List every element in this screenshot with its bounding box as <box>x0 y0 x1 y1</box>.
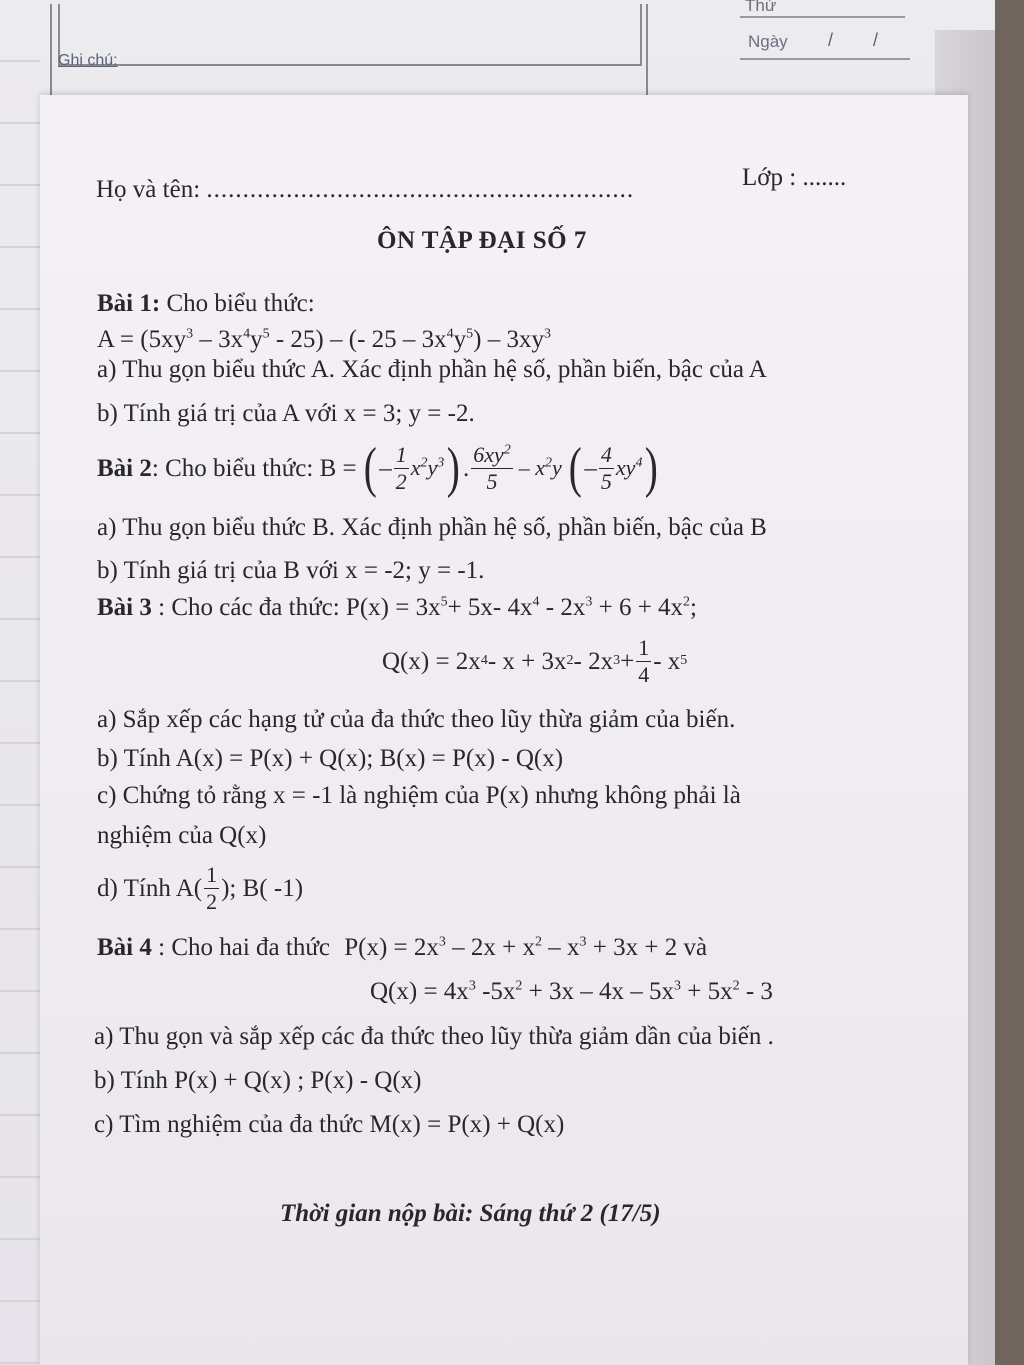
fraction: $\frac{1}{2}$ <box>206 861 218 914</box>
bai3-part-d: d) Tính A( $\frac{1}{2}$ ); B( -1) <box>97 861 304 914</box>
p-polynomial-4: $P(x) = 2x^3 - 2x + x^2 - x^3 + 3x + 2$ và <box>344 934 708 961</box>
name-dots: ........................................................... <box>206 176 635 203</box>
bai3-part-c-line2: nghiệm của Q(x) <box>97 822 267 849</box>
bai4-text: : Cho hai đa thức <box>158 934 330 961</box>
day-label: Thứ <box>745 0 777 15</box>
bai4-heading <box>97 935 707 960</box>
note-label: Ghi chú: <box>58 52 118 69</box>
fraction: $\frac{4}{5}$ <box>600 441 612 494</box>
class-field <box>742 165 846 190</box>
date-slash: / <box>828 30 834 50</box>
bai1-part-b: b) Tính giá trị của A với x = 3; y = -2. <box>97 400 475 427</box>
bai1-label: Bài 1: <box>97 290 161 317</box>
fraction: $\frac{6xy^2}{5}$ <box>473 441 511 494</box>
bai2-text: : Cho biểu thức: B = <box>151 454 357 482</box>
bai1-heading <box>97 291 315 316</box>
date-label: Ngày <box>748 32 788 51</box>
note-box <box>50 4 648 100</box>
p-polynomial: $P(x) = 3x^5+ 5x-$ $4x^4 - 2x^3 + 6 + 4x^2$; <box>345 594 697 621</box>
bai3-heading <box>97 595 697 620</box>
page-title: ÔN TẬP ĐẠI SỐ 7 <box>377 227 587 254</box>
name-field <box>96 177 634 202</box>
bai4-part-b: b) Tính P(x) + Q(x) ; P(x) - Q(x) <box>94 1067 422 1094</box>
bai4-part-a: a) Thu gọn và sắp xếp các đa thức theo lũy thừa giảm dần của biến . <box>94 1023 774 1050</box>
fraction: $\frac{1}{2}$ <box>395 441 407 494</box>
bai4-label: Bài 4 <box>97 934 152 961</box>
bai4-part-c: c) Tìm nghiệm của đa thức M(x) = P(x) + Q(x) <box>94 1111 565 1138</box>
bai2-part-a: a) Thu gọn biểu thức B. Xác định phần hệ số, phần biến, bậc của B <box>97 514 767 541</box>
bai1-text: Cho biểu thức: <box>166 290 315 317</box>
worksheet-paper <box>40 95 968 1365</box>
class-dots: ....... <box>802 164 847 191</box>
desk-edge <box>995 0 1024 1365</box>
bai3-part-b: b) Tính A(x) = P(x) + Q(x); B(x) = P(x) - Q(x) <box>97 745 564 772</box>
bai2-part-b: b) Tính giá trị của B với x = -2; y = -1. <box>97 557 485 584</box>
submission-deadline: Thời gian nộp bài: Sáng thứ 2 (17/5) <box>280 1200 661 1227</box>
name-label: Họ và tên: <box>96 176 201 203</box>
bai3-label: Bài 3 <box>97 594 152 621</box>
notebook-margin-lines <box>0 0 40 1365</box>
bai1-part-a: a) Thu gọn biểu thức A. Xác định phần hệ số, phần biến, bậc của A <box>97 356 767 383</box>
date-slash: / <box>873 30 879 50</box>
bai2-heading: Bài 2 : Cho biểu thức: B = ( – $\frac{1}{2}$ $x^2y^3$ ) . $\frac{6xy^2}{5}$ – $x^2y$ ( – $\frac{4}{5}$ $xy^4$ ) <box>97 437 659 499</box>
q-polynomial-4: $Q(x) = 4x^3$ $-5x^2 + 3x - 4x - 5x^3 + 5x^2 - 3$ <box>370 978 773 1005</box>
fraction: $\frac{1}{4}$ <box>638 634 650 687</box>
q-polynomial: Q(x) = 2x 4 - x + 3x 2 - 2x 3 + $\frac{1}{4}$ - x 5 <box>382 634 688 687</box>
class-label: Lớp : <box>742 164 797 191</box>
bai2-label: Bài 2 <box>97 454 152 482</box>
bai1-expression: $A = (5xy^3 - 3x^4y^5 - 25)$ – (- $25 - 3x^4y^5) - 3xy^3$ <box>97 326 551 353</box>
bai3-text: : Cho các đa thức: <box>158 594 340 621</box>
bai3-part-a: a) Sắp xếp các hạng tử của đa thức theo lũy thừa giảm của biến. <box>97 706 736 733</box>
bai3-part-c-line1: c) Chứng tỏ rằng x = -1 là nghiệm của P(x) nhưng không phải là <box>97 782 741 809</box>
